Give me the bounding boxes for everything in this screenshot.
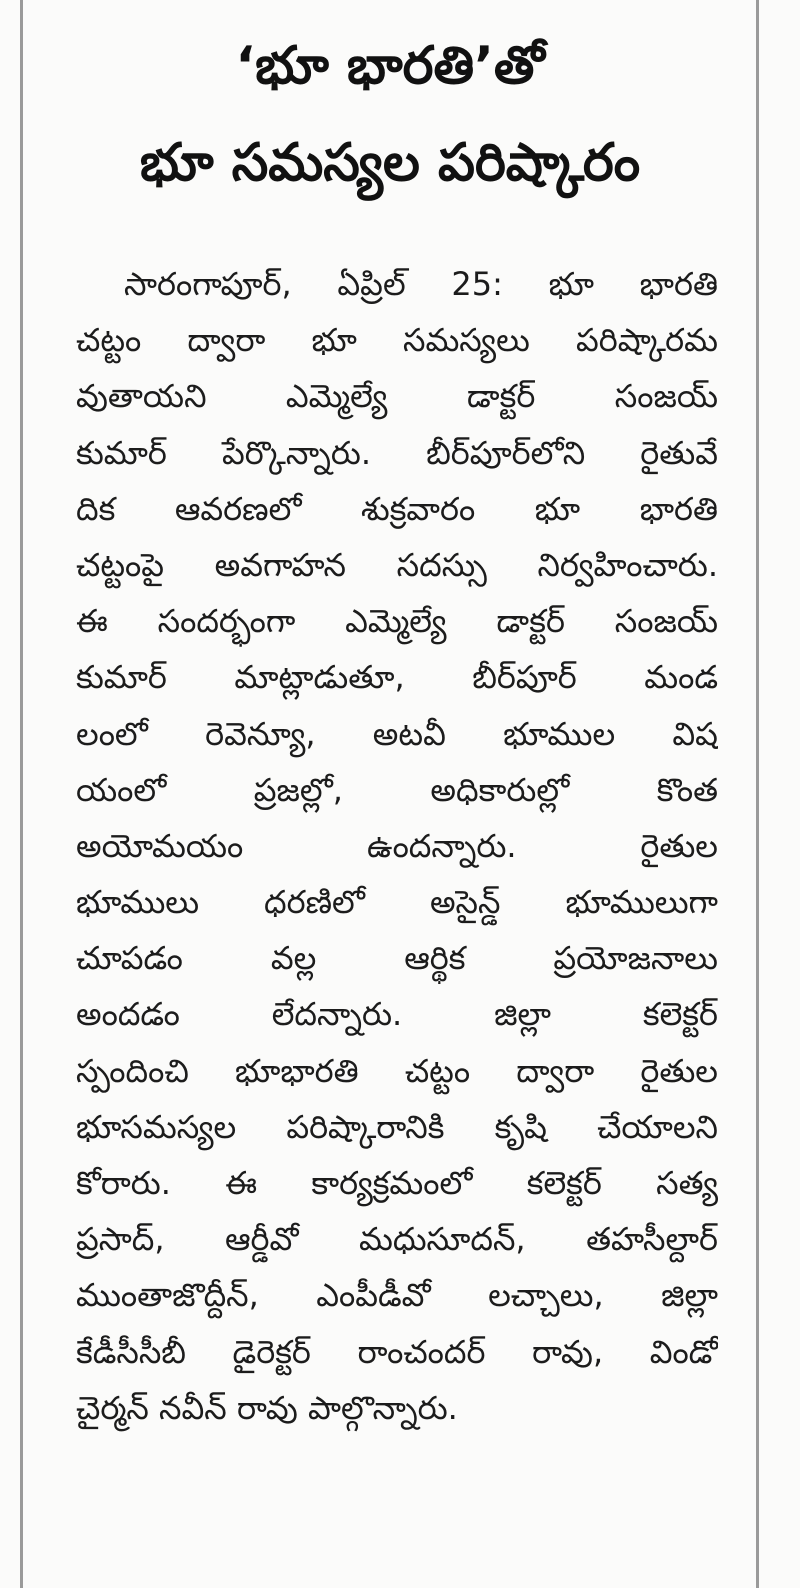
article-line: దిక ఆవరణలో శుక్రవారం భూ భారతి [76, 489, 718, 528]
article-line: కుమార్ పేర్కొన్నారు. బీర్‌పూర్‌లోని రైతువే [76, 433, 718, 472]
article-line: ముంతాజొద్దీన్, ఎంపీడీవో లచ్చాలు, జిల్లా [76, 1276, 718, 1315]
article-line: కోరారు. ఈ కార్యక్రమంలో కలెక్టర్ సత్య [76, 1164, 718, 1202]
article-line: చూపడం వల్ల ఆర్థిక ప్రయోజనాలు [76, 939, 718, 978]
article-line: లంలో రెవెన్యూ, అటవీ భూముల విష [76, 714, 718, 753]
article-line: భూసమస్యల పరిష్కారానికి కృషి చేయాలని [76, 1107, 718, 1146]
article-line: కుమార్ మాట్లాడుతూ, బీర్‌పూర్ మండ [76, 658, 718, 697]
article-body [76, 256, 718, 1436]
column-rule-left [20, 0, 23, 1588]
article-line: చట్టంపై అవగాహన సదస్సు నిర్వహించారు. [76, 545, 718, 584]
article-line: భూములు ధరణిలో అసైన్డ్ భూములుగా [76, 883, 718, 922]
headline-line-2: భూ సమస్యల పరిష్కారం [139, 133, 641, 193]
article-line: కేడీసీసీబీ డైరెక్టర్ రాంచందర్ రావు, విండో [76, 1332, 718, 1371]
article-line: ప్రసాద్, ఆర్డీవో మధుసూదన్, తహసీల్దార్ [76, 1220, 718, 1259]
article-line: యంలో ప్రజల్లో, అధికారుల్లో కొంత [76, 770, 718, 809]
article-line: అయోమయం ఉందన్నారు. రైతుల [76, 826, 718, 865]
article-line: చట్టం ద్వారా భూ సమస్యలు పరిష్కారమ [76, 321, 718, 360]
article-line: ఈ సందర్భంగా ఎమ్మెల్యే డాక్టర్ సంజయ్ [76, 602, 718, 641]
article-line: వుతాయని ఎమ్మెల్యే డాక్టర్ సంజయ్ [76, 377, 718, 416]
article-line: చైర్మన్ నవీన్ రావు పాల్గొన్నారు. [76, 1388, 458, 1427]
article-line: అందడం లేదన్నారు. జిల్లా కలెక్టర్ [76, 995, 718, 1034]
article-line: సారంగాపూర్, ఏప్రిల్ 25: భూ భారతి [124, 265, 718, 303]
headline-line-1: ‘భూ భారతి’తో [235, 36, 545, 96]
column-rule-right [756, 0, 759, 1588]
article-line: స్పందించి భూభారతి చట్టం ద్వారా రైతుల [76, 1051, 718, 1090]
